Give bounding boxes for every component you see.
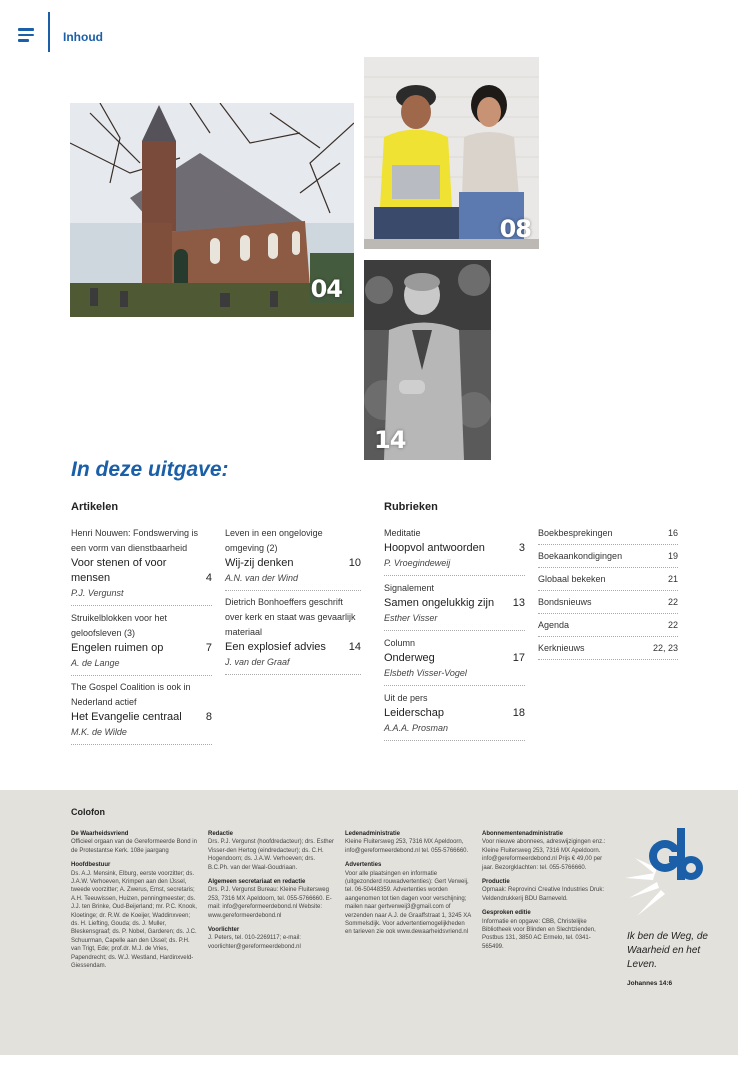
- hamburger-menu-icon[interactable]: [18, 28, 34, 42]
- bible-reference: Johannes 14:6: [627, 980, 673, 987]
- article-entry[interactable]: [71, 611, 212, 676]
- article-title: Een explosief advies 14: [225, 641, 361, 653]
- page-number: 7: [205, 642, 212, 654]
- rubrieken-heading: Rubrieken: [384, 501, 438, 513]
- page-number: 18: [512, 707, 525, 719]
- page-number: 13: [512, 597, 525, 609]
- list-item[interactable]: Boekaankondigingen 19: [538, 545, 678, 568]
- page-number: 14: [348, 641, 361, 653]
- article-title: Voor stenen of voor mensen 4: [71, 557, 212, 584]
- rubrieken-list: [538, 522, 678, 660]
- rubriek-category: Column: [384, 638, 416, 648]
- page-number: 21: [667, 573, 678, 584]
- page-number: 4: [205, 572, 212, 584]
- artikelen-heading: Artikelen: [71, 501, 119, 513]
- rubriek-author: A.A.A. Prosman: [384, 723, 449, 733]
- colofon-column-4: Abonnementenadministratie Voor nieuwe abonnees, adreswijzigingen enz.: Kleine Fluitersweg 253, 7316 MX Apeldoorn. info@gereformeerdebond.nl Prijs € 49,00 per jaar. Bezorgklachten: tel. 055-5766660. Productie Opmaak: Reprovinci Creative Industries Druk: Veldendrukkerij BDU Barneveld. Gesproken editie Informatie en opgave: CBB, Christelijke Bibliotheek voor Blinden en Slechtzienden, Postbus 131, 3850 AC Ermelo, tel. 0341-565499.: [482, 831, 606, 950]
- page-number: 22: [667, 619, 678, 630]
- nav-title[interactable]: Inhoud: [63, 30, 103, 44]
- rubriek-author: P. Vroegindeweij: [384, 558, 451, 568]
- rubriek-entry[interactable]: [384, 636, 525, 686]
- article-entry[interactable]: [225, 526, 361, 591]
- church-photo[interactable]: [70, 103, 354, 317]
- article-title: Engelen ruimen op 7: [71, 642, 212, 654]
- rubriek-category: Meditatie: [384, 528, 421, 538]
- colofon-footer: [0, 790, 738, 1055]
- page-number: 10: [348, 557, 361, 569]
- list-item[interactable]: Globaal bekeken 21: [538, 568, 678, 591]
- rubriek-entry[interactable]: [384, 691, 525, 741]
- rubriek-category: Uit de pers: [384, 693, 428, 703]
- article-subtitle: Henri Nouwen: Fondswerving is een vorm van dienstbaarheid: [71, 528, 199, 553]
- page-number: 17: [512, 652, 525, 664]
- top-bar: [0, 0, 738, 58]
- divider: [48, 12, 50, 52]
- list-item[interactable]: Kerknieuws 22, 23: [538, 637, 678, 660]
- section-title: In deze uitgave:: [71, 458, 229, 481]
- page-number: 3: [518, 542, 525, 554]
- page-number: 16: [667, 527, 678, 538]
- article-subtitle: The Gospel Coalition is ook in Nederland actief: [71, 682, 191, 707]
- rubriek-category: Signalement: [384, 583, 435, 593]
- article-author: A. de Lange: [71, 658, 120, 668]
- article-title: Wij-zij denken 10: [225, 557, 361, 569]
- rubriek-title: Samen ongelukkig zijn 13: [384, 597, 525, 609]
- article-subtitle: Leven in een ongelovige omgeving (2): [225, 528, 323, 553]
- page-number: 8: [205, 711, 212, 723]
- article-entry[interactable]: [71, 526, 212, 606]
- colofon-column-1: De Waarheidsvriend Officieel orgaan van de Gereformeerde Bond in de Protestantse Kerk. 108e jaargang Hoofdbestuur Ds. A.J. Mensink, Elburg, eerste voorzitter; ds. J.A.W. Verhoeven, Krimpen aan den IJssel, tweede voorzitter; A. Zwerus, Emst, secretaris; A.H. Teeuwissen, Huizen, penningmeester; ds. J.J. ten Brinke, Oud-Beijerland; mr. P.C. Knook, Kloetinge; dr. R.W. de Koeijer, Waddinxveen; ds. H. Liefting, Gouda; ds. J. Muller, Bleskensgraaf; ds. P. Nobel, Garderen; ds. J.C. Schuurman, Capelle aan den IJssel; ds. P.H. van Trigt, Ede; prof.dr. M.J. de Vries, Papendrecht; ds. W.J. Westland, Hardinxveld-Giessendam.: [71, 831, 197, 970]
- colofon-column-2: Redactie Drs. P.J. Vergunst (hoofdredacteur); drs. Esther Visser-den Hertog (eindredacteur); ds. C.H. Hogendoorn; ds. J.A.W. Verhoeven; drs. B.C.Ph. van der Waal-Goudriaan. Algemeen secretariaat en redactie Drs. P.J. Vergunst Bureau: Kleine Fluitersweg 253, 7316 MX Apeldoorn, tel. 055-5766660. E-mail: info@gereformeerdebond.nl Website: www.gereformeerdebond.nl Voorlichter J. Peters, tel. 010-2269117; e-mail: voorlichter@gereformeerdebond.nl: [208, 831, 334, 950]
- page-number: 19: [667, 550, 678, 561]
- article-subtitle: Dietrich Bonhoeffers geschrift over kerk en staat was gevaarlijk materiaal: [225, 597, 356, 637]
- article-subtitle: Struikelblokken voor het geloofsleven (3): [71, 613, 168, 638]
- rubriek-entry[interactable]: [384, 526, 525, 576]
- bonhoeffer-photo[interactable]: [364, 260, 491, 460]
- page-number: 22: [667, 596, 678, 607]
- page-number: 22, 23: [652, 642, 678, 653]
- rubriek-title: Onderweg 17: [384, 652, 525, 664]
- list-item[interactable]: Bondsnieuws 22: [538, 591, 678, 614]
- colofon-column-3: Ledenadministratie Kleine Fluitersweg 253, 7316 MX Apeldoorn, info@gereformeerdebond.nl tel. 055-5766660. Advertenties Voor alle plaatsingen en informatie (uitgezonderd rouwadvertenties): Gert Verweij, tel. 06-50448359. Advertenties worden aangenomen tot tien dagen voor verschijning; mailen naar gertverweij3@gmail.com of verzenden naar A.J. de Graaffstraat 1, 3245 XA Sommelsdijk. Voor advertentiemogelijkheden en tarieven zie ook www.dewaarheidsvriend.nl: [345, 831, 471, 936]
- rubriek-title: Leiderschap 18: [384, 707, 525, 719]
- rubriek-title: Hoopvol antwoorden 3: [384, 542, 525, 554]
- article-author: A.N. van der Wind: [225, 573, 298, 583]
- list-item[interactable]: Agenda 22: [538, 614, 678, 637]
- article-entry[interactable]: [225, 595, 361, 675]
- bible-quote: Ik ben de Weg, de Waarheid en het Leven.: [627, 931, 708, 970]
- rubriek-author: Elsbeth Visser-Vogel: [384, 668, 467, 678]
- article-entry[interactable]: [71, 680, 212, 745]
- page-number-08: 08: [499, 215, 531, 243]
- colofon-title: Colofon: [71, 807, 105, 817]
- article-author: P.J. Vergunst: [71, 588, 124, 598]
- page-number-04: 04: [310, 275, 342, 303]
- rubriek-entry[interactable]: [384, 581, 525, 631]
- people-laptop-photo[interactable]: [364, 57, 539, 249]
- list-item[interactable]: Boekbesprekingen 16: [538, 522, 678, 545]
- gb-logo-icon: [625, 828, 707, 918]
- article-author: M.K. de Wilde: [71, 727, 127, 737]
- article-title: Het Evangelie centraal 8: [71, 711, 212, 723]
- article-author: J. van der Graaf: [225, 657, 290, 667]
- page-number-14: 14: [374, 426, 406, 454]
- rubriek-author: Esther Visser: [384, 613, 438, 623]
